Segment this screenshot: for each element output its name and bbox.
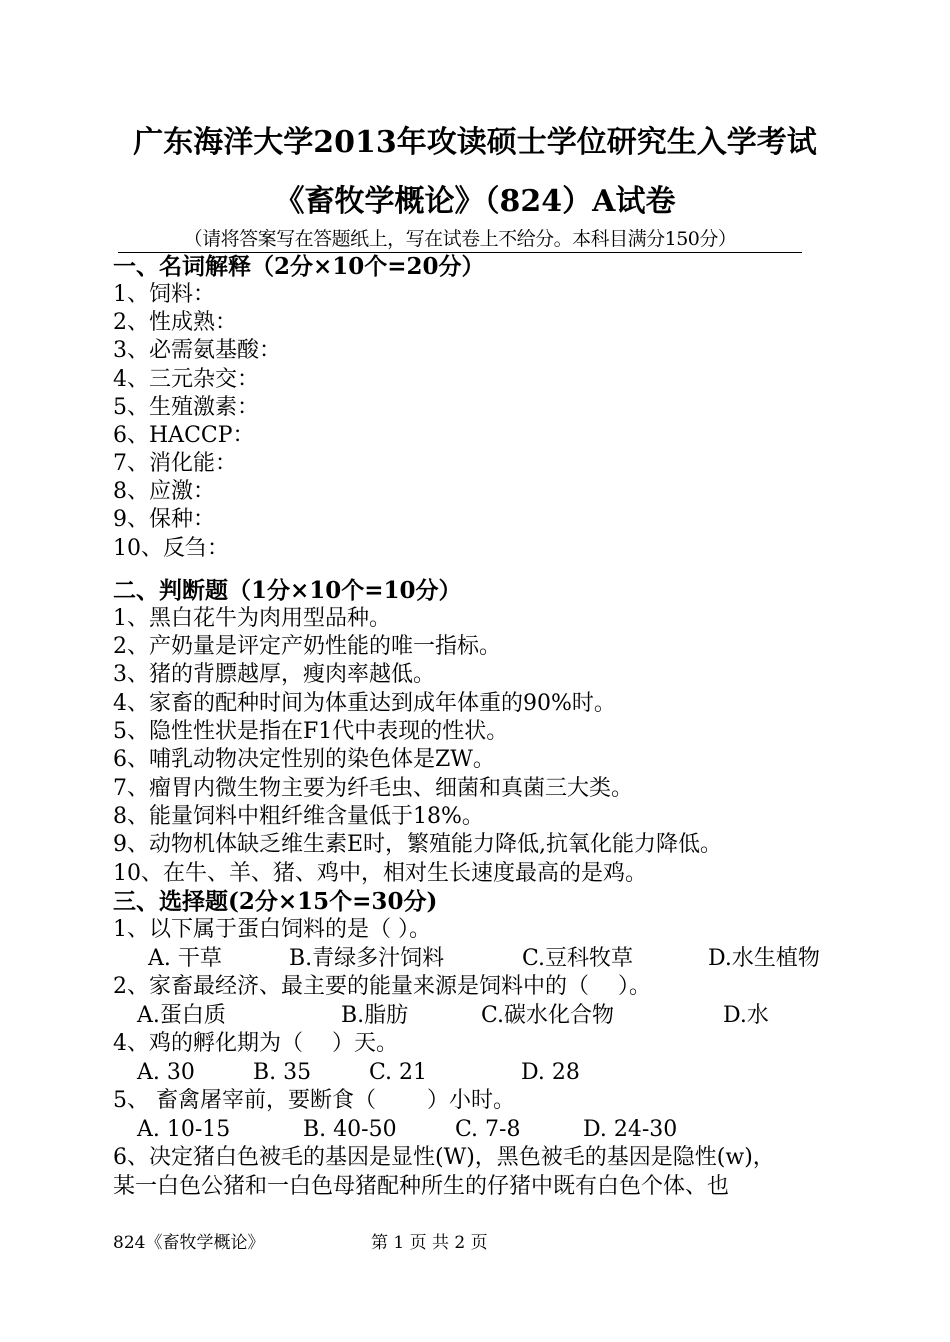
list-item: 6、HACCP： <box>113 423 255 448</box>
option: C.碳水化合物 <box>481 1003 615 1028</box>
list-item: 5、生殖激素： <box>113 395 259 420</box>
footer-course: 824《畜牧学概论》 <box>113 1233 265 1253</box>
list-item: 6、哺乳动物决定性别的染色体是ZW。 <box>113 747 495 772</box>
option: B. 35 <box>253 1060 312 1085</box>
section-heading: 一、名词解释（2分×10个=20分） <box>113 253 485 280</box>
question-options <box>137 1002 769 1030</box>
list-item: 1、黑白花牛为肉用型品种。 <box>113 606 391 631</box>
option: B.青绿多汁饲料 <box>289 946 445 971</box>
option: A. 10-15 <box>137 1117 231 1142</box>
section-heading: 三、选择题(2分×15个=30分) <box>113 888 438 915</box>
list-item: 9、保种： <box>113 507 215 532</box>
option: A.蛋白质 <box>137 1003 226 1028</box>
question-options <box>137 1116 677 1144</box>
option: D. 24-30 <box>583 1117 678 1142</box>
list-item: 10、在牛、羊、猪、鸡中，相对生长速度最高的是鸡。 <box>113 861 647 886</box>
question-text: 4、鸡的孵化期为（ ）天。 <box>113 1031 398 1056</box>
option: D. 28 <box>521 1060 580 1085</box>
list-item: 4、家畜的配种时间为体重达到成年体重的90%时。 <box>113 691 616 716</box>
option: D.水 <box>723 1003 769 1028</box>
list-item: 7、消化能： <box>113 451 237 476</box>
question-text: 6、决定猪白色被毛的基因是显性(W)，黑色被毛的基因是隐性(w)， <box>113 1145 775 1170</box>
option: A. 干草 <box>148 946 222 971</box>
list-item: 10、反刍： <box>113 536 229 561</box>
question-text: 某一白色公猪和一白色母猪配种所生的仔猪中既有白色个体、也 <box>113 1174 730 1199</box>
list-item: 1、饲料： <box>113 282 215 307</box>
list-item: 3、必需氨基酸： <box>113 338 281 363</box>
option: D.水生植物 <box>708 946 820 971</box>
list-item: 2、产奶量是评定产奶性能的唯一指标。 <box>113 634 501 659</box>
option: C. 21 <box>369 1060 428 1085</box>
question-text: 5、 畜禽屠宰前，要断食（ ）小时。 <box>113 1088 515 1113</box>
list-item: 7、瘤胃内微生物主要为纤毛虫、细菌和真菌三大类。 <box>113 776 633 801</box>
question-text: 2、家畜最经济、最主要的能量来源是饲料中的（ ）。 <box>113 974 651 999</box>
option: B. 40-50 <box>303 1117 397 1142</box>
list-item: 9、动物机体缺乏维生素E时，繁殖能力降低,抗氧化能力降低。 <box>113 832 723 857</box>
list-item: 8、应激： <box>113 479 215 504</box>
exam-instructions: （请将答案写在答题纸上，写在试卷上不给分。本科目满分150分） <box>118 226 802 253</box>
list-item: 3、猪的背膘越厚，瘦肉率越低。 <box>113 662 435 687</box>
option: C. 7-8 <box>455 1117 521 1142</box>
list-item: 8、能量饲料中粗纤维含量低于18%。 <box>113 804 484 829</box>
question-text: 1、以下属于蛋白饲料的是（ ）。 <box>113 917 431 942</box>
section-heading: 二、判断题（1分×10个=10分） <box>113 577 462 604</box>
option: A. 30 <box>137 1060 195 1085</box>
list-item: 5、隐性性状是指在F1代中表现的性状。 <box>113 719 509 744</box>
list-item: 2、性成熟： <box>113 310 237 335</box>
page-footer <box>113 1228 488 1253</box>
question-options <box>148 945 820 973</box>
list-item: 4、三元杂交： <box>113 367 259 392</box>
exam-title: 广东海洋大学2013年攻读硕士学位研究生入学考试 <box>133 125 817 160</box>
page-number: 第 1 页 共 2 页 <box>371 1233 488 1253</box>
question-options <box>137 1059 580 1087</box>
option: C.豆科牧草 <box>522 946 634 971</box>
exam-subtitle: 《畜牧学概论》（824）A试卷 <box>274 184 676 219</box>
option: B.脂肪 <box>341 1003 409 1028</box>
